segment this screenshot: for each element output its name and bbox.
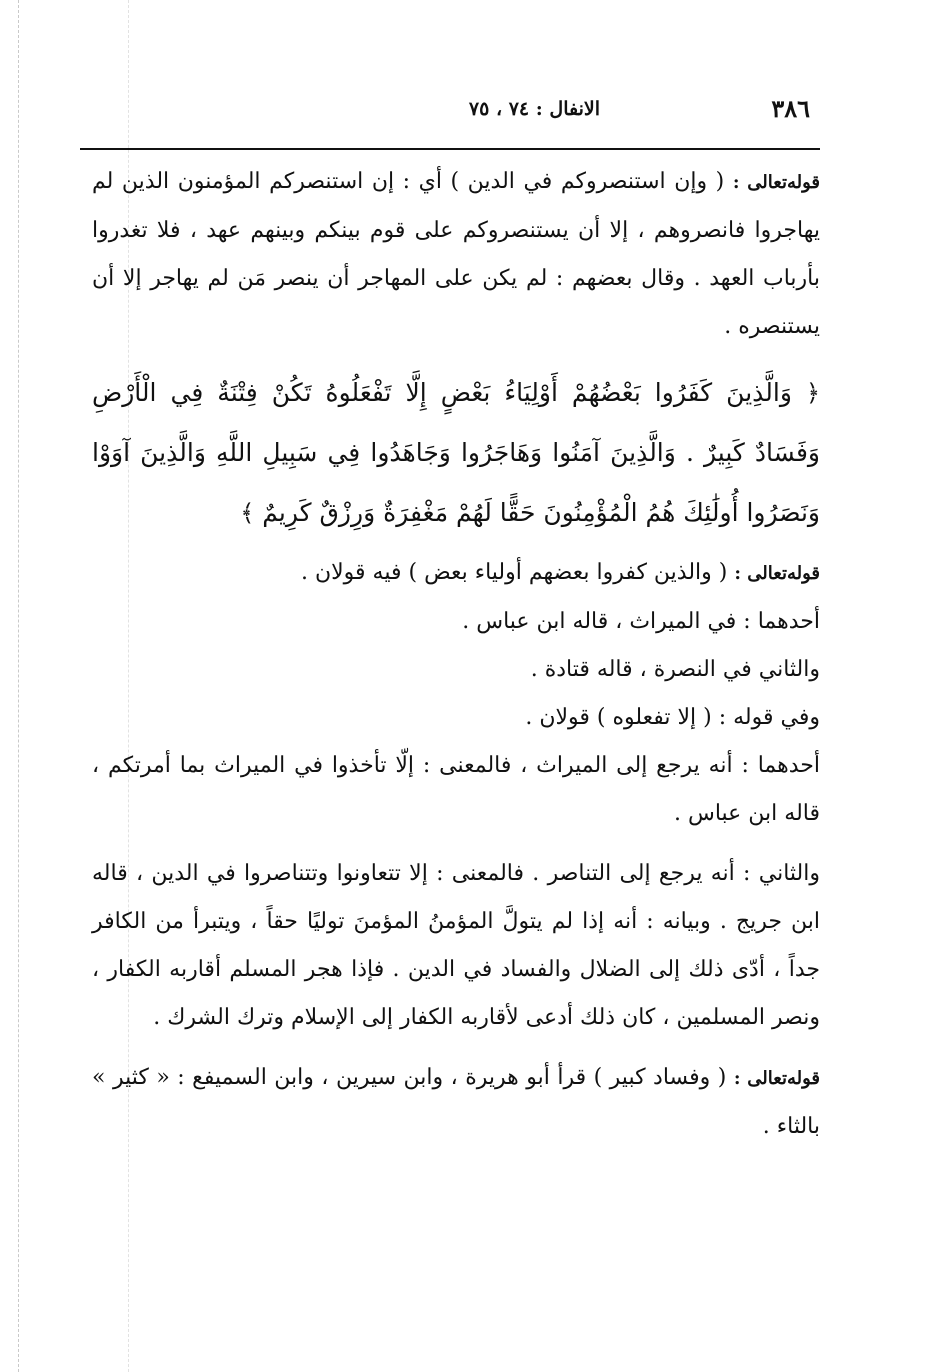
header-rule bbox=[80, 148, 820, 150]
paragraph-meaning-2: والثاني : أنه يرجع إلى التناصر . فالمعنى : إلا تتعاونوا وتتناصروا في الدين ، قاله ابن جريج . وبيانه : أنه إذا لم يتولَّ المؤمنُ المؤمنَ توليًا حقاً ، ويتبرأ من الكافر جداً ، أدّى ذلك إلى الضلال والفساد في الدين . فإذا هجر المسلم أقاربه الكفار ، ونصر المسلمين ، كان ذلك أدعى لأقاربه الكفار إلى الإسلام وترك الشرك . bbox=[92, 861, 820, 1030]
paragraph-illa-tafaluhu: وفي قوله : ( إلا تفعلوه ) قولان . bbox=[525, 705, 820, 730]
running-head: الانفال : ٧٤ ، ٧٥ bbox=[468, 98, 600, 120]
paragraph-text: ( والذين كفروا بعضهم أولياء بعض ) فيه قولان . bbox=[300, 560, 728, 585]
verse-open-bracket: ﴿ bbox=[805, 379, 820, 407]
page-body bbox=[92, 158, 820, 1151]
paragraph-meaning-1: أحدهما : أنه يرجع إلى الميراث ، فالمعنى : إلّا تأخذوا في الميراث بما أمرتكم ، قاله ابن عباس . bbox=[92, 753, 820, 826]
paragraph-lead: قوله‌تعالى : bbox=[732, 172, 820, 193]
paragraph-tafsir-2 bbox=[92, 549, 820, 598]
paragraph-text: ( وفساد كبير ) قرأ أبو هريرة ، وابن سيرين ، وابن السميفع : « كثير » بالثاء . bbox=[92, 1065, 820, 1139]
scan-edge-line bbox=[18, 0, 19, 1372]
verse-close-bracket: ﴾ bbox=[240, 499, 255, 527]
page-header bbox=[80, 88, 820, 128]
paragraph-lead: قوله‌تعالى : bbox=[734, 563, 820, 584]
paragraph-tafsir-1 bbox=[92, 158, 820, 351]
page-number: ٣٨٦ bbox=[771, 94, 810, 123]
paragraph-tafsir-3 bbox=[92, 1054, 820, 1151]
paragraph-opinion-2: والثاني في النصرة ، قاله قتادة . bbox=[530, 657, 820, 682]
paragraph-lead: قوله‌تعالى : bbox=[733, 1068, 820, 1089]
paragraph-text: ( وإن استنصروكم في الدين ) أي : إن استنصركم المؤمنون الذين لم يهاجروا فانصروهم ، إلا أن يستنصروكم على قوم بينكم وبينهم عهد ، فلا تغدروا بأرباب العهد . وقال بعضهم : لم يكن على المهاجر أن ينصر مَن لم يهاجر إلا أن يستنصره . bbox=[92, 169, 820, 339]
quran-verse bbox=[92, 363, 820, 543]
paragraph-opinion-1: أحدهما : في الميراث ، قاله ابن عباس . bbox=[462, 609, 820, 634]
verse-text: وَالَّذِينَ كَفَرُوا بَعْضُهُمْ أَوْلِيَاءُ بَعْضٍ إِلَّا تَفْعَلُوهُ تَكُنْ فِتْنَةٌ فِي الْأَرْضِ وَفَسَادٌ كَبِيرٌ . وَالَّذِينَ آمَنُوا وَهَاجَرُوا وَجَاهَدُوا فِي سَبِيلِ اللَّهِ وَالَّذِينَ آوَوْا وَنَصَرُوا أُولَٰئِكَ هُمُ الْمُؤْمِنُونَ حَقًّا لَهُمْ مَغْفِرَةٌ وَرِزْقٌ كَرِيمٌ bbox=[92, 378, 820, 527]
